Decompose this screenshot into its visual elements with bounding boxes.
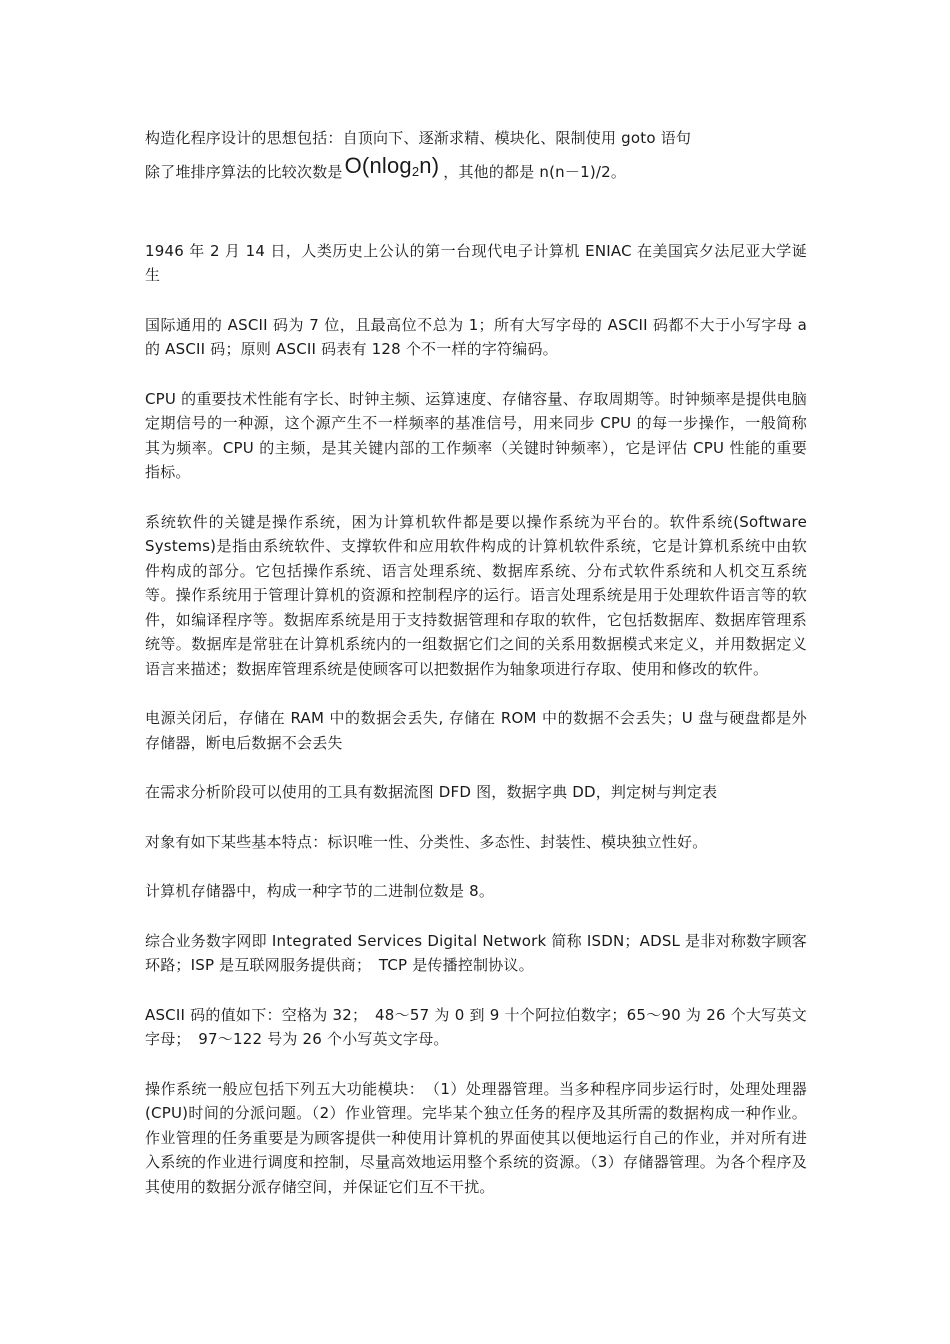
- paragraph-cpu: CPU 的重要技术性能有字长、时钟主频、运算速度、存储容量、存取周期等。时钟频率是提供电脑定期信号的一种源，这个源产生不一样频率的基准信号，用来同步 CPU 的每一步操作，一般简称其为频率。CPU 的主频，是其关键内部的工作频率（关键时钟频率），它是评估 CPU 性能的重要指标。: [145, 389, 807, 481]
- spacer: [145, 362, 807, 387]
- paragraph-os-modules: 操作系统一般应包括下列五大功能模块： （1）处理器管理。当多种程序同步运行时，处理处理器(CPU)时间的分派问题。（2）作业管理。完毕某个独立任务的程序及其所需的数据构成一种作业。作业管理的任务重要是为顾客提供一种使用计算机的界面使其以便地运行自己的作业，并对所有进入系统的作业进行调度和控制，尽量高效地运用整个系统的资源。（3）存储器管理。为各个程序及其使用的数据分派存储空间，并保证它们互不干扰。: [145, 1079, 807, 1196]
- paragraph-eniac: 1946 年 2 月 14 日，人类历史上公认的第一台现代电子计算机 ENIAC 在美国宾夕法尼亚大学诞生: [145, 241, 807, 284]
- formula-subscript: 2: [411, 163, 420, 179]
- paragraph-byte-bits: 计算机存储器中，构成一种字节的二进制位数是 8。: [145, 882, 495, 900]
- paragraph-system-software: 系统软件的关键是操作系统，困为计算机软件都是要以操作系统为平台的。软件系统(Software Systems)是指由系统软件、支撑软件和应用软件构成的计算机软件系统，它是计算机系统中由软件构成的部分。它包括操作系统、语言处理系统、数据库系统、分布式软件系统和人机交互系统等。操作系统用于管理计算机的资源和控制程序的运行。语言处理系统是用于处理软件语言等的软件，如编译程序等。数据库系统是用于支持数据管理和存取的软件，它包括数据库、数据库管理系统等。数据库是常驻在计算机系统内的一组数据它们之间的关系用数据模式来定义，并用数据定义语言来描述；数据库管理系统是使顾客可以把数据作为轴象项进行存取、使用和修改的软件。: [145, 512, 807, 678]
- paragraph-requirements-tools: 在需求分析阶段可以使用的工具有数据流图 DFD 图，数据字典 DD，判定树与判定表: [145, 783, 718, 801]
- sorting-comparison-line: [145, 151, 807, 185]
- document-body: [145, 126, 807, 1199]
- structured-programming-line: 构造化程序设计的思想包括：自顶向下、逐渐求精、模块化、限制使用 goto 语句: [145, 129, 692, 147]
- sorting-line-suffix: ，其他的都是 n(n－1)/2。: [443, 163, 627, 181]
- spacer: [145, 185, 807, 239]
- spacer: [145, 978, 807, 1003]
- spacer: [145, 904, 807, 929]
- spacer: [145, 755, 807, 780]
- spacer: [145, 854, 807, 879]
- formula-tail: n): [419, 152, 440, 178]
- paragraph-ascii-standard: 国际通用的 ASCII 码为 7 位，且最高位不总为 1；所有大写字母的 ASCII 码都不大于小写字母 a 的 ASCII 码；原则 ASCII 码表有 128 个不一样的字符编码。: [145, 315, 807, 358]
- spacer: [145, 288, 807, 313]
- paragraph-isdn: 综合业务数字网即 Integrated Services Digital Network 简称 ISDN；ADSL 是非对称数字顾客环路；ISP 是互联网服务提供商； TCP 是传播控制协议。: [145, 931, 807, 974]
- sorting-line-prefix: 除了堆排序算法的比较次数是: [145, 163, 343, 181]
- paragraph-object-features: 对象有如下某些基本特点：标识唯一性、分类性、多态性、封装性、模块独立性好。: [145, 832, 708, 851]
- spacer: [145, 681, 807, 706]
- formula-main: O(nlog: [344, 152, 412, 178]
- paragraph-memory: 电源关闭后，存储在 RAM 中的数据会丢失, 存储在 ROM 中的数据不会丢失；U 盘与硬盘都是外存储器，断电后数据不会丢失: [145, 709, 807, 752]
- spacer: [145, 485, 807, 510]
- spacer: [145, 805, 807, 830]
- complexity-formula: [345, 153, 440, 179]
- paragraph-ascii-values: ASCII 码的值如下：空格为 32； 48～57 为 0 到 9 十个阿拉伯数字；65～90 为 26 个大写英文字母； 97～122 号为 26 个小写英文字母。: [145, 1005, 807, 1048]
- spacer: [145, 1052, 807, 1077]
